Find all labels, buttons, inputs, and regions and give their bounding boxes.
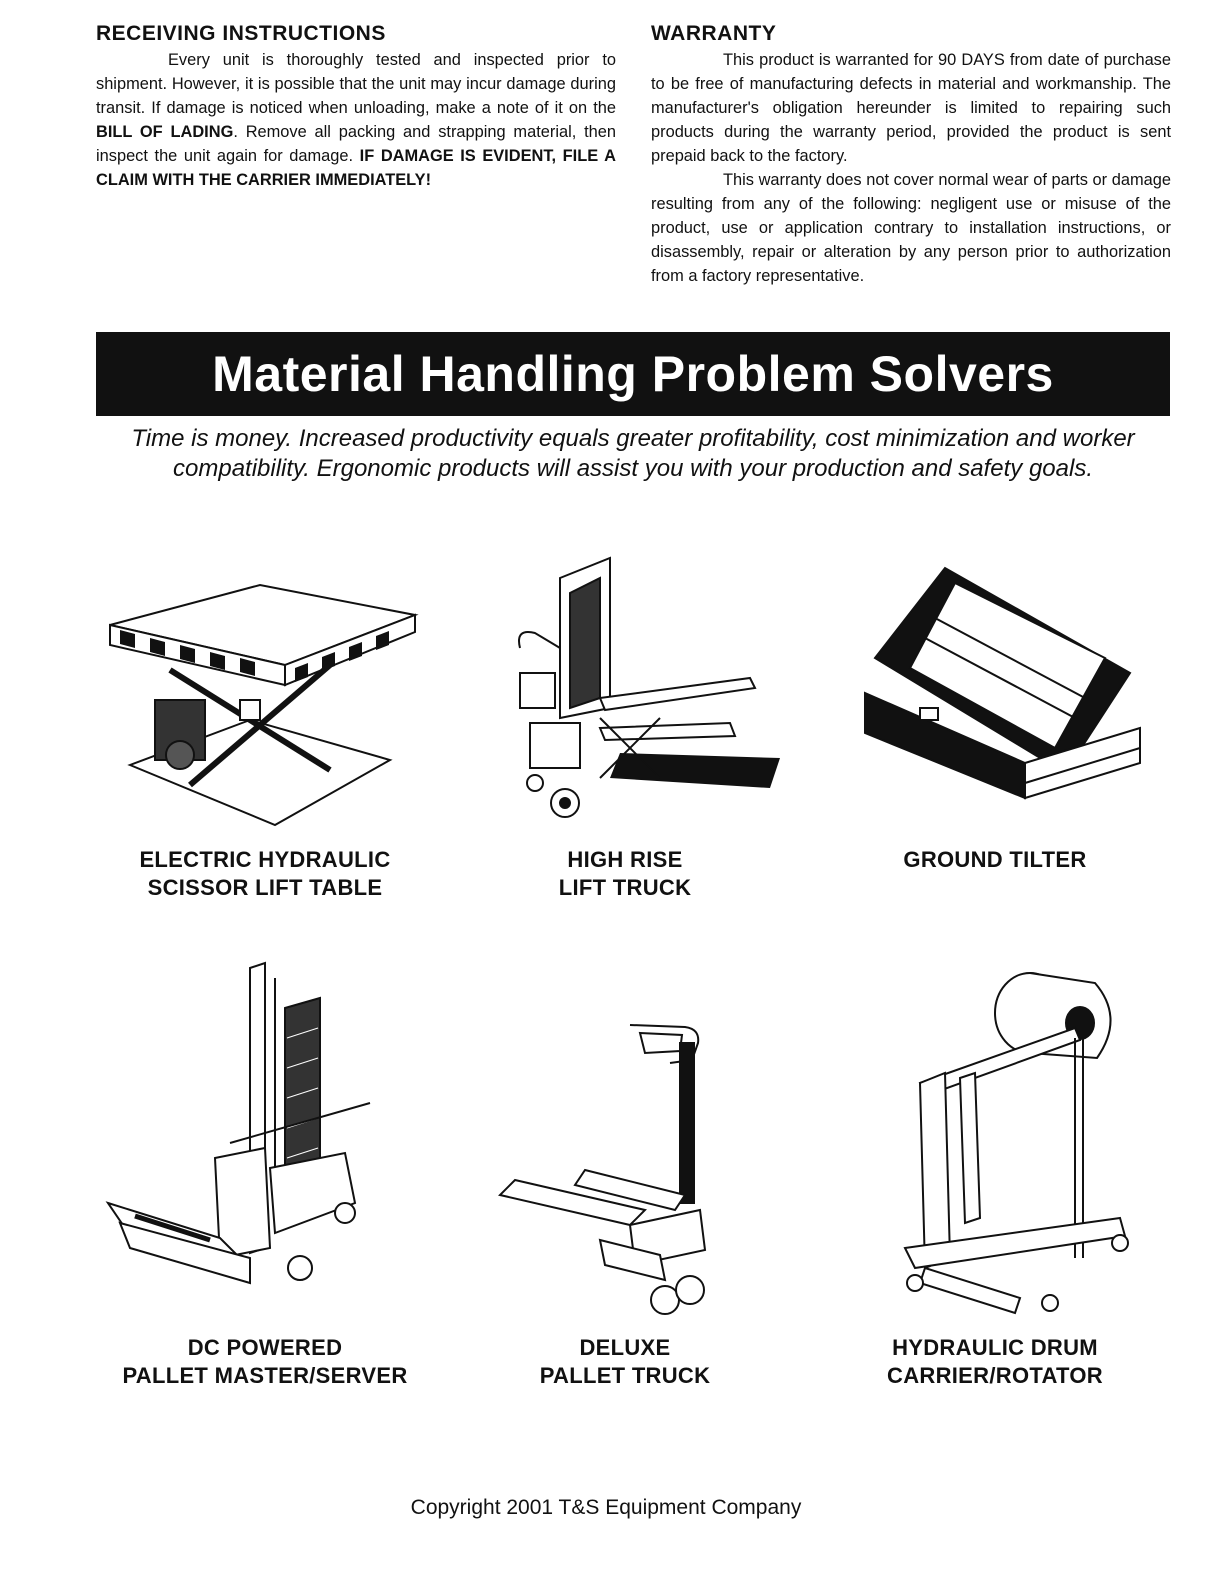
pallet-master-server-illustration (100, 958, 430, 1328)
title-banner (96, 332, 1170, 416)
tagline-line-1: Time is money. Increased productivity equals greater profitability, cost minimization and worker (131, 425, 1135, 452)
product-label-line-1: ELECTRIC HYDRAULIC (139, 847, 391, 872)
product-label (455, 1334, 795, 1390)
warranty-paragraph-2: This warranty does not cover normal wear of parts or damage resulting from any of the following: negligent use or misuse of the product, use or application contrary to installation instructions, or disassembly, repair or alteration by any person prior to authorization from a factory representative. (651, 171, 1171, 285)
high-rise-lift-truck-illustration (460, 548, 790, 840)
receiving-instructions-section (96, 22, 616, 192)
product-deluxe-pallet-truck (455, 1015, 795, 1390)
scissor-lift-table-illustration (100, 560, 430, 840)
product-label-line-2: LIFT TRUCK (558, 875, 692, 900)
product-label-line-2: SCISSOR LIFT TABLE (147, 875, 383, 900)
warranty-heading: WARRANTY (651, 22, 777, 45)
product-label (455, 846, 795, 902)
product-label (95, 1334, 435, 1390)
product-label-line-2: CARRIER/ROTATOR (887, 1363, 1103, 1388)
banner-title: Material Handling Problem Solvers (212, 346, 1054, 402)
product-ground-tilter (825, 558, 1165, 874)
product-label (95, 846, 435, 902)
product-label-line-2: PALLET MASTER/SERVER (122, 1363, 408, 1388)
product-label (825, 846, 1165, 874)
bill-of-lading-text: BILL OF LADING (96, 123, 234, 141)
product-label-line-1: DC POWERED (187, 1335, 343, 1360)
ground-tilter-illustration (835, 558, 1155, 840)
warranty-paragraph-1: This product is warranted for 90 DAYS from date of purchase to be free of manufacturing defects in material and workmanship. The manufacturer's obligation hereunder is limited to repairing such products during the warranty period, provided the product is sent prepaid back to the factory. (651, 51, 1171, 165)
receiving-instructions-heading: RECEIVING INSTRUCTIONS (96, 22, 386, 45)
product-label-line-2: PALLET TRUCK (539, 1363, 711, 1388)
damage-claim-alert: IF DAMAGE IS EVIDENT, FILE A CLAIM WITH THE CARRIER IMMEDIATELY! (96, 147, 616, 189)
product-hydraulic-drum-carrier-rotator (825, 968, 1165, 1390)
product-label-line-1: GROUND TILTER (903, 847, 1087, 872)
product-scissor-lift-table (95, 560, 435, 902)
warranty-section (651, 22, 1171, 288)
product-label-line-1: HIGH RISE (567, 847, 683, 872)
product-label (825, 1334, 1165, 1390)
product-high-rise-lift-truck (455, 548, 795, 902)
copyright-notice: Copyright 2001 T&S Equipment Company (410, 1496, 802, 1519)
product-pallet-master-server (95, 958, 435, 1390)
receiving-instructions-text (96, 48, 616, 192)
receiving-text-part1: Every unit is thoroughly tested and inspected prior to shipment. However, it is possible that the unit may incur damage during transit. If damage is noticed when unloading, make a note of it on the (96, 51, 616, 117)
product-label-line-1: DELUXE (579, 1335, 671, 1360)
receiving-text-part2: . Remove all packing and strapping material, then inspect the unit again for damage. (96, 123, 616, 165)
tagline-line-2: compatibility. Ergonomic products will assist you with your production and safety goals. (173, 455, 1093, 482)
pallet-truck-illustration (460, 1015, 790, 1328)
drum-carrier-rotator-illustration (835, 968, 1155, 1328)
tagline (90, 424, 1176, 484)
product-label-line-1: HYDRAULIC DRUM (892, 1335, 1098, 1360)
